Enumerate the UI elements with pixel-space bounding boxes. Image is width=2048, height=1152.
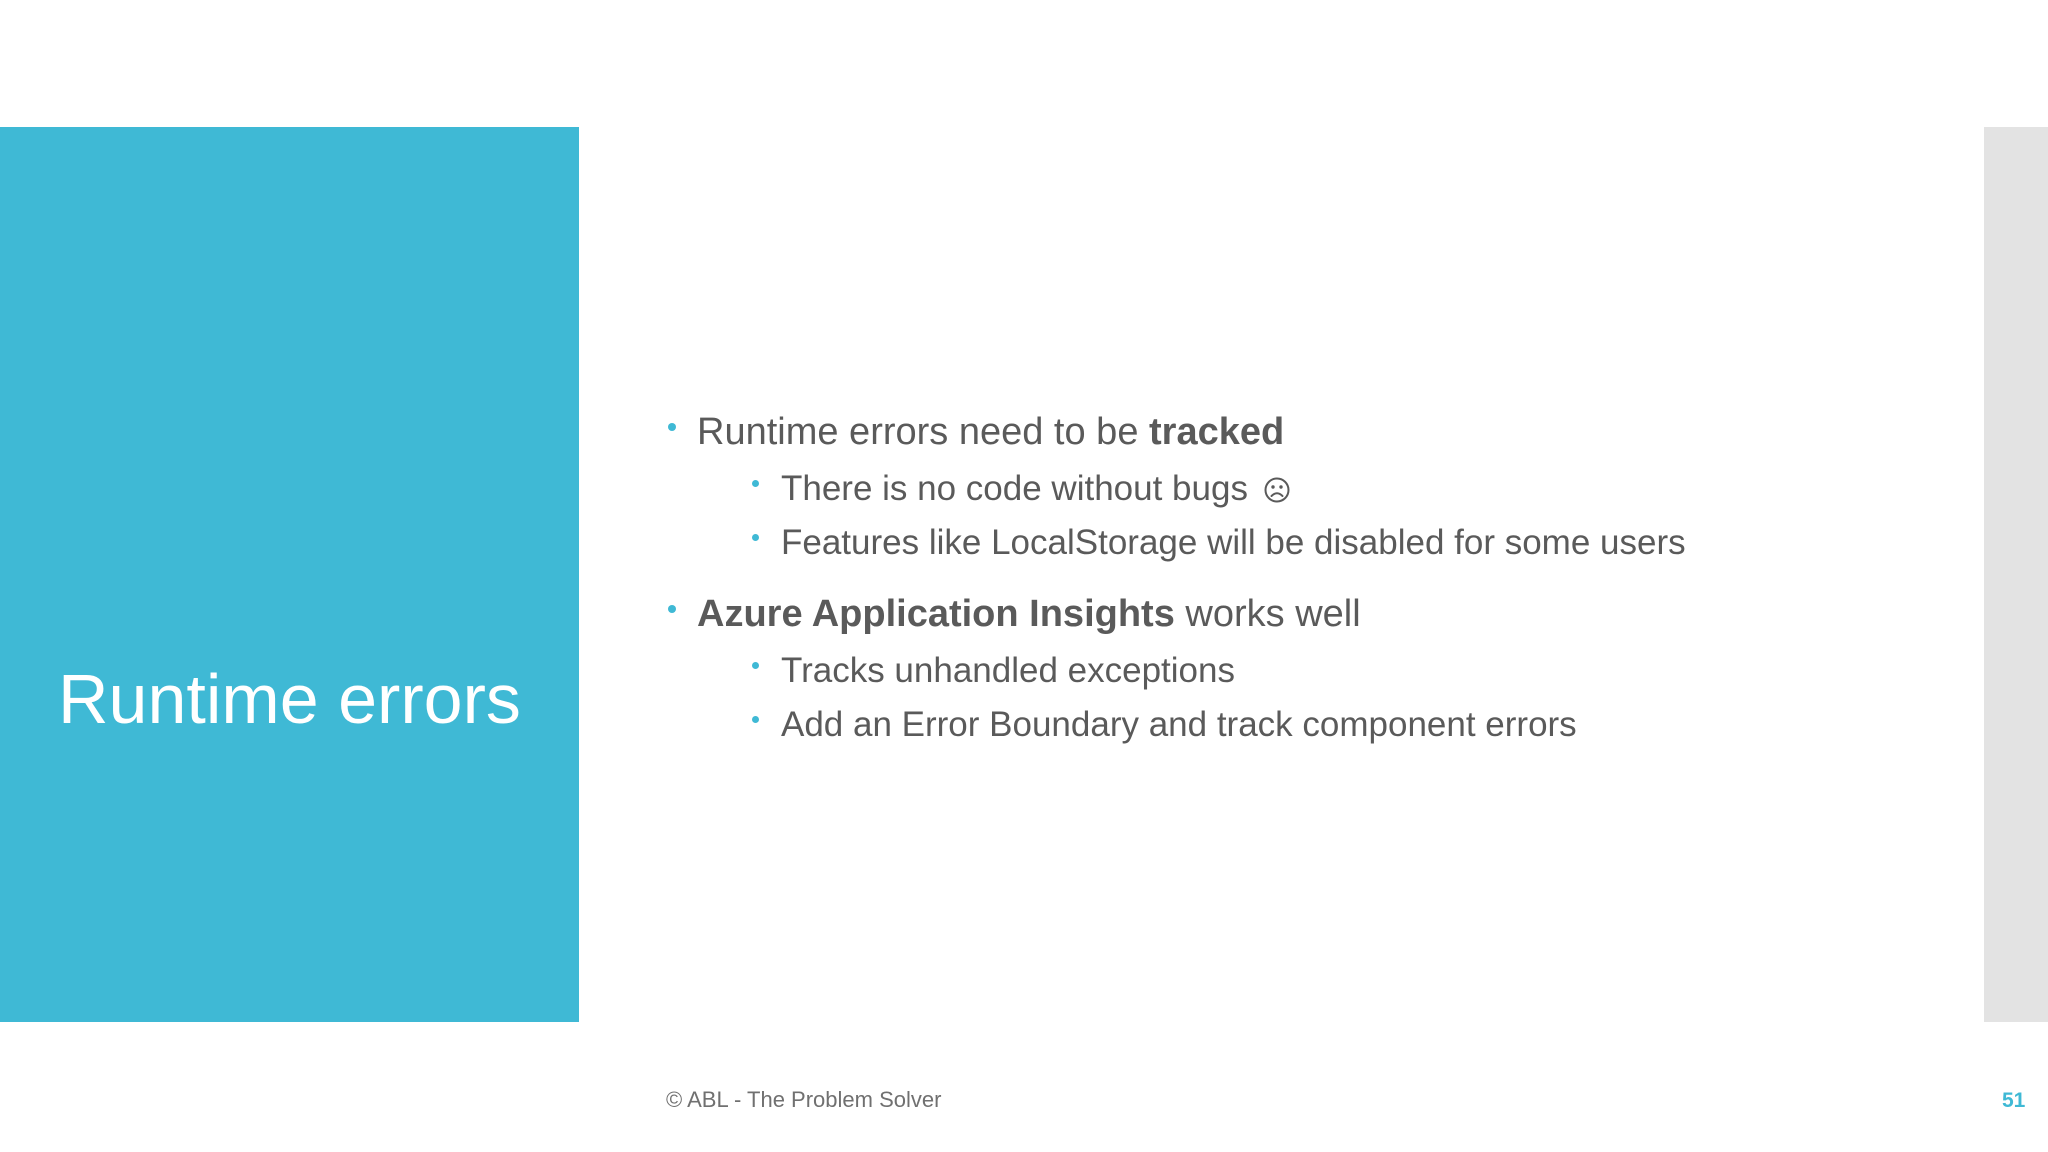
sub-bullet-list bbox=[668, 462, 1948, 570]
sub-bullet-text: Tracks unhandled exceptions bbox=[781, 651, 1235, 690]
decorative-side-strip bbox=[1984, 127, 2048, 1022]
slide-title: Runtime errors bbox=[58, 660, 521, 738]
bullet-item bbox=[668, 402, 1948, 462]
bullet-dot-icon bbox=[668, 605, 676, 613]
sub-bullet-text: There is no code without bugs bbox=[781, 469, 1248, 508]
bullet-dot-icon bbox=[668, 423, 676, 431]
bullet-bold-text: Azure Application Insights bbox=[697, 593, 1175, 635]
sub-bullet-item bbox=[752, 516, 1948, 570]
bullet-dot-icon bbox=[752, 534, 759, 541]
bullet-bold-text: tracked bbox=[1149, 411, 1285, 453]
title-panel bbox=[0, 127, 579, 1022]
bullet-list bbox=[668, 402, 1948, 752]
bullet-dot-icon bbox=[752, 662, 759, 669]
sub-bullet-item bbox=[752, 462, 1948, 516]
bullet-text-after: works well bbox=[1174, 593, 1361, 635]
page-number: 51 bbox=[2002, 1089, 2026, 1112]
sub-bullet-text: Features like LocalStorage will be disabled for some users bbox=[781, 523, 1686, 562]
sub-bullet-text: Add an Error Boundary and track component errors bbox=[781, 705, 1577, 744]
sub-bullet-item bbox=[752, 644, 1948, 698]
bullet-item bbox=[668, 584, 1948, 644]
bullet-dot-icon bbox=[752, 716, 759, 723]
sub-bullet-item bbox=[752, 698, 1948, 752]
sub-bullet-list bbox=[668, 644, 1948, 752]
bullet-text: Runtime errors need to be bbox=[697, 411, 1150, 453]
footer-copyright: © ABL - The Problem Solver bbox=[666, 1087, 942, 1112]
frown-face-icon bbox=[1264, 477, 1290, 503]
bullet-dot-icon bbox=[752, 480, 759, 487]
